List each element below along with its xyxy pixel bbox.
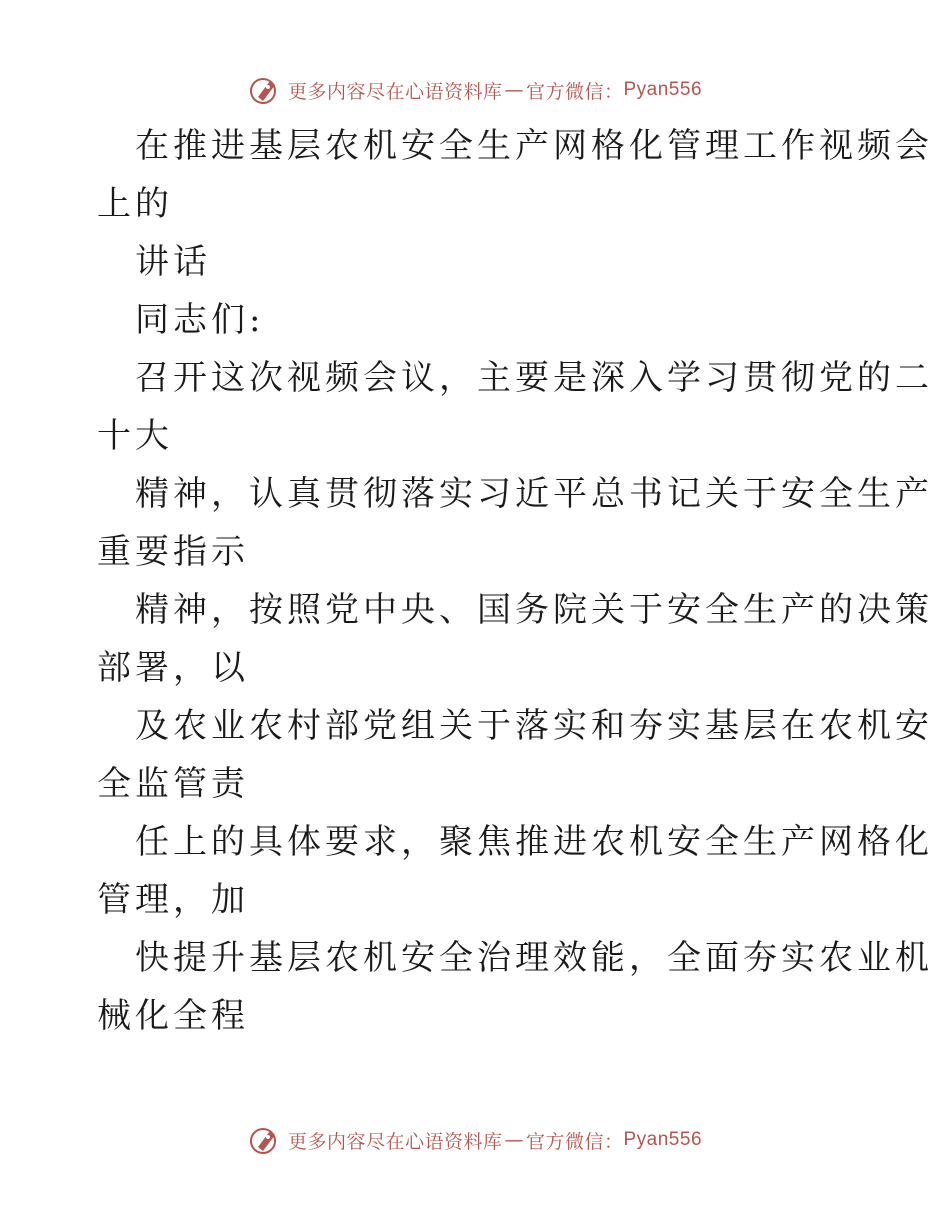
text-line: 上的 (97, 184, 173, 224)
banner-wechat-id: Pyan556 (623, 1129, 703, 1150)
banner-official: 官方微信： (525, 1130, 624, 1153)
text-line: 任上的具体要求，聚焦推进农机安全生产网格化 (135, 822, 933, 862)
text-line: 快提升基层农机安全治理效能，全面夯实农业机 (135, 938, 933, 978)
text-line: 十大 (97, 416, 173, 456)
salutation: 同志们: (135, 300, 265, 340)
text-line: 在推进基层农机安全生产网格化管理工作视频会 (135, 126, 933, 166)
banner-dash: — (504, 79, 524, 101)
text-line: 精神，认真贯彻落实习近平总书记关于安全生产 (135, 474, 933, 514)
text-line: 召开这次视频会议，主要是深入学习贯彻党的二 (135, 358, 933, 398)
pen-nib-icon (248, 1123, 282, 1157)
banner-text: 更多内容尽在心语资料库 (287, 1130, 503, 1153)
text-line: 精神，按照党中央、国务院关于安全生产的决策 (135, 590, 933, 630)
text-line: 管理，加 (97, 880, 249, 920)
document-body (97, 117, 933, 1045)
banner-dash: — (504, 1129, 524, 1151)
text-line: 重要指示 (97, 532, 249, 572)
text-line: 械化全程 (97, 996, 249, 1036)
footer-watermark (0, 1120, 950, 1160)
text-line: 部署，以 (97, 648, 249, 688)
banner-text: 更多内容尽在心语资料库 (287, 80, 503, 103)
text-line: 及农业农村部党组关于落实和夯实基层在农机安 (135, 706, 933, 746)
header-watermark (0, 70, 950, 110)
text-line: 讲话 (135, 242, 211, 282)
pen-nib-icon (248, 73, 282, 107)
banner-official: 官方微信： (525, 80, 624, 103)
banner-wechat-id: Pyan556 (623, 79, 703, 100)
text-line: 全监管责 (97, 764, 249, 804)
